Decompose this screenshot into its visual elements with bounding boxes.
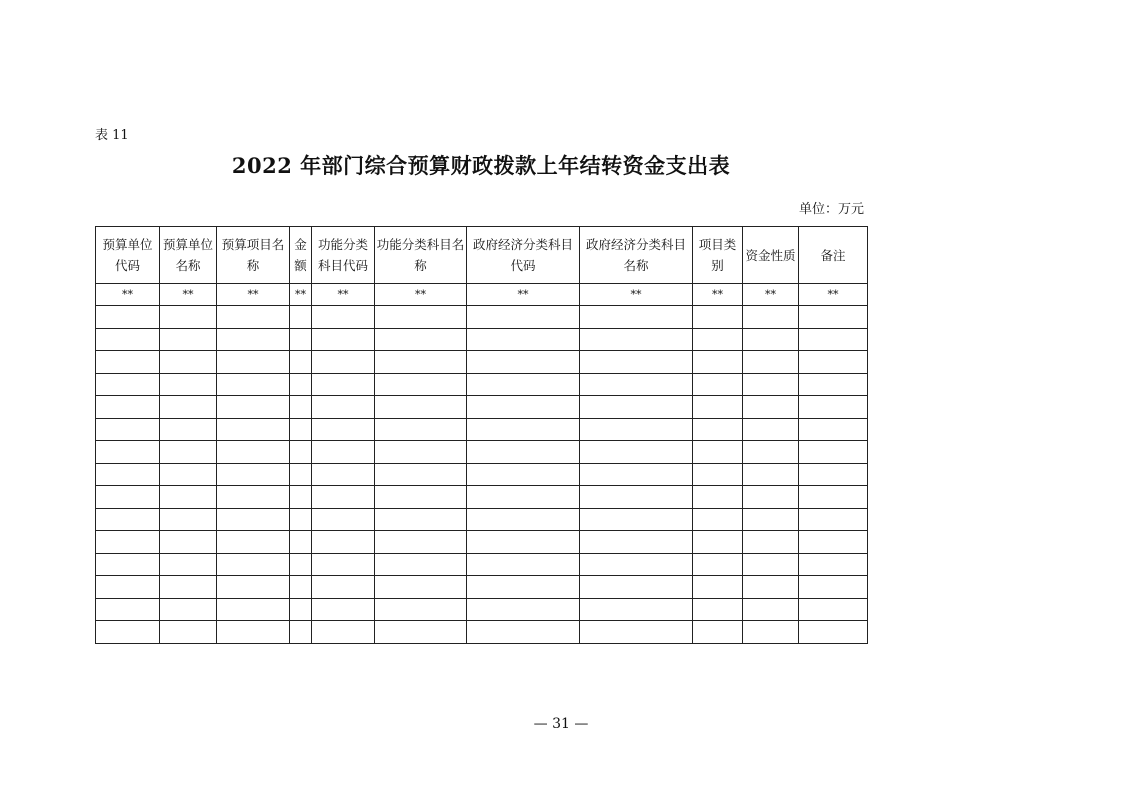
table-cell [290, 486, 312, 509]
marker-cell: ** [467, 284, 580, 306]
table-cell [96, 351, 160, 374]
table-cell [799, 396, 868, 419]
table-cell [467, 396, 580, 419]
table-cell [580, 373, 693, 396]
table-cell [743, 441, 799, 464]
table-cell [96, 508, 160, 531]
page-title: 2022 年部门综合预算财政拨款上年结转资金支出表 [231, 153, 731, 178]
table-cell [743, 576, 799, 599]
table-cell [290, 508, 312, 531]
table-cell [375, 598, 467, 621]
table-cell [312, 441, 375, 464]
table-cell [375, 351, 467, 374]
column-header-budget-unit-code: 预算单位代码 [96, 227, 160, 284]
table-cell [312, 531, 375, 554]
table-cell [467, 463, 580, 486]
table-cell [375, 463, 467, 486]
table-cell [290, 441, 312, 464]
table-cell [799, 486, 868, 509]
column-header-economic-code: 政府经济分类科目代码 [467, 227, 580, 284]
marker-cell: ** [743, 284, 799, 306]
table-cell [96, 418, 160, 441]
marker-cell: ** [217, 284, 290, 306]
table-cell [96, 531, 160, 554]
column-header-economic-name: 政府经济分类科目名称 [580, 227, 693, 284]
table-row [96, 396, 868, 419]
table-cell [799, 373, 868, 396]
table-cell [160, 441, 217, 464]
table-number-label: 表 11 [95, 128, 129, 143]
marker-cell: ** [160, 284, 217, 306]
table-cell [743, 418, 799, 441]
column-header-budget-project-name: 预算项目名称 [217, 227, 290, 284]
table-cell [693, 576, 743, 599]
table-cell [580, 508, 693, 531]
column-header-budget-unit-name: 预算单位名称 [160, 227, 217, 284]
table-cell [799, 621, 868, 644]
table-cell [580, 553, 693, 576]
table-cell [375, 396, 467, 419]
table-cell [799, 351, 868, 374]
table-cell [693, 306, 743, 329]
table-cell [693, 351, 743, 374]
table-cell [375, 531, 467, 554]
table-cell [580, 621, 693, 644]
table-cell [290, 373, 312, 396]
column-header-fund-nature: 资金性质 [743, 227, 799, 284]
table-cell [312, 598, 375, 621]
table-row [96, 508, 868, 531]
table-cell [693, 508, 743, 531]
table-cell [96, 463, 160, 486]
table-cell [375, 508, 467, 531]
table-cell [743, 486, 799, 509]
table-cell [743, 621, 799, 644]
table-cell [743, 351, 799, 374]
table-cell [467, 508, 580, 531]
table-cell [217, 553, 290, 576]
table-cell [693, 441, 743, 464]
table-cell [693, 531, 743, 554]
table-cell [312, 463, 375, 486]
table-cell [160, 418, 217, 441]
table-cell [290, 553, 312, 576]
table-cell [580, 486, 693, 509]
table-cell [290, 418, 312, 441]
table-cell [217, 508, 290, 531]
marker-cell: ** [799, 284, 868, 306]
table-cell [375, 418, 467, 441]
table-cell [160, 373, 217, 396]
table-row [96, 351, 868, 374]
table-cell [312, 621, 375, 644]
table-cell [743, 598, 799, 621]
table-cell [290, 598, 312, 621]
marker-cell: ** [290, 284, 312, 306]
table-cell [743, 463, 799, 486]
table-cell [580, 306, 693, 329]
table-cell [160, 621, 217, 644]
table-cell [290, 621, 312, 644]
table-cell [693, 553, 743, 576]
table-cell [96, 486, 160, 509]
table-header-row [96, 227, 868, 284]
table-cell [743, 373, 799, 396]
table-cell [375, 306, 467, 329]
table-cell [375, 553, 467, 576]
table-cell [743, 328, 799, 351]
table-cell [799, 441, 868, 464]
table-cell [467, 351, 580, 374]
table-cell [580, 396, 693, 419]
column-header-functional-code: 功能分类科目代码 [312, 227, 375, 284]
table-cell [467, 328, 580, 351]
table-cell [290, 576, 312, 599]
column-header-remarks: 备注 [799, 227, 868, 284]
table-cell [160, 508, 217, 531]
table-cell [580, 463, 693, 486]
marker-cell: ** [580, 284, 693, 306]
table-cell [375, 486, 467, 509]
marker-cell: ** [96, 284, 160, 306]
marker-cell: ** [693, 284, 743, 306]
marker-cell: ** [375, 284, 467, 306]
table-cell [217, 576, 290, 599]
table-row [96, 463, 868, 486]
table-cell [160, 576, 217, 599]
table-cell [693, 328, 743, 351]
table-cell [312, 306, 375, 329]
table-cell [467, 306, 580, 329]
table-cell [467, 598, 580, 621]
table-cell [160, 531, 217, 554]
table-row [96, 486, 868, 509]
table-cell [580, 531, 693, 554]
table-cell [312, 373, 375, 396]
table-cell [217, 531, 290, 554]
table-cell [217, 486, 290, 509]
table-cell [580, 351, 693, 374]
table-cell [217, 418, 290, 441]
table-row [96, 418, 868, 441]
table-cell [96, 373, 160, 396]
table-cell [580, 418, 693, 441]
table-cell [375, 373, 467, 396]
table-cell [217, 441, 290, 464]
table-cell [160, 328, 217, 351]
table-cell [217, 598, 290, 621]
table-cell [290, 396, 312, 419]
table-cell [96, 396, 160, 419]
table-cell [580, 441, 693, 464]
table-cell [375, 441, 467, 464]
table-cell [799, 553, 868, 576]
table-cell [217, 306, 290, 329]
table-cell [160, 306, 217, 329]
column-header-amount: 金额 [290, 227, 312, 284]
table-cell [312, 418, 375, 441]
column-header-functional-name: 功能分类科目名称 [375, 227, 467, 284]
table-cell [96, 328, 160, 351]
table-cell [96, 621, 160, 644]
table-cell [160, 396, 217, 419]
table-cell [799, 508, 868, 531]
table-row [96, 373, 868, 396]
table-cell [290, 306, 312, 329]
table-cell [693, 396, 743, 419]
table-cell [217, 328, 290, 351]
column-header-project-category: 项目类别 [693, 227, 743, 284]
table-cell [217, 351, 290, 374]
table-cell [312, 576, 375, 599]
table-cell [312, 351, 375, 374]
table-cell [375, 328, 467, 351]
table-cell [467, 441, 580, 464]
table-cell [217, 621, 290, 644]
table-cell [467, 418, 580, 441]
table-cell [96, 576, 160, 599]
table-cell [693, 373, 743, 396]
table-cell [375, 621, 467, 644]
table-cell [290, 351, 312, 374]
table-cell [312, 486, 375, 509]
page-number: — 31 — [533, 716, 589, 732]
table-cell [693, 598, 743, 621]
table-cell [160, 553, 217, 576]
table-cell [799, 418, 868, 441]
table-cell [743, 306, 799, 329]
table-row [96, 441, 868, 464]
table-cell [693, 463, 743, 486]
table-cell [160, 351, 217, 374]
table-cell [217, 373, 290, 396]
table-cell [160, 486, 217, 509]
table-row [96, 553, 868, 576]
table-cell [799, 328, 868, 351]
expenditure-table [95, 226, 868, 644]
table-row [96, 306, 868, 329]
table-cell [160, 463, 217, 486]
table-cell [743, 553, 799, 576]
table-cell [580, 598, 693, 621]
table-cell [96, 441, 160, 464]
table-cell [290, 531, 312, 554]
table-cell [799, 576, 868, 599]
table-cell [312, 396, 375, 419]
table-row [96, 598, 868, 621]
table-cell [693, 418, 743, 441]
table-cell [96, 598, 160, 621]
table-cell [96, 306, 160, 329]
table-cell [693, 621, 743, 644]
table-cell [375, 576, 467, 599]
table-cell [312, 508, 375, 531]
table-cell [467, 531, 580, 554]
table-cell [799, 598, 868, 621]
table-cell [580, 328, 693, 351]
unit-label: 单位：万元 [798, 202, 864, 217]
table-cell [467, 486, 580, 509]
table-cell [312, 328, 375, 351]
table-cell [799, 463, 868, 486]
table-cell [693, 486, 743, 509]
table-cell [160, 598, 217, 621]
table-cell [217, 463, 290, 486]
table-cell [467, 553, 580, 576]
table-cell [467, 576, 580, 599]
table-row [96, 576, 868, 599]
table-cell [743, 531, 799, 554]
table-cell [467, 621, 580, 644]
table-cell [290, 463, 312, 486]
table-cell [217, 396, 290, 419]
table-cell [799, 531, 868, 554]
table-row [96, 531, 868, 554]
table-row [96, 328, 868, 351]
table-cell [743, 396, 799, 419]
marker-row [96, 284, 868, 306]
table-cell [799, 306, 868, 329]
table-cell [96, 553, 160, 576]
marker-cell: ** [312, 284, 375, 306]
table-cell [743, 508, 799, 531]
table-cell [290, 328, 312, 351]
table-cell [467, 373, 580, 396]
table-cell [580, 576, 693, 599]
table-row [96, 621, 868, 644]
table-cell [312, 553, 375, 576]
